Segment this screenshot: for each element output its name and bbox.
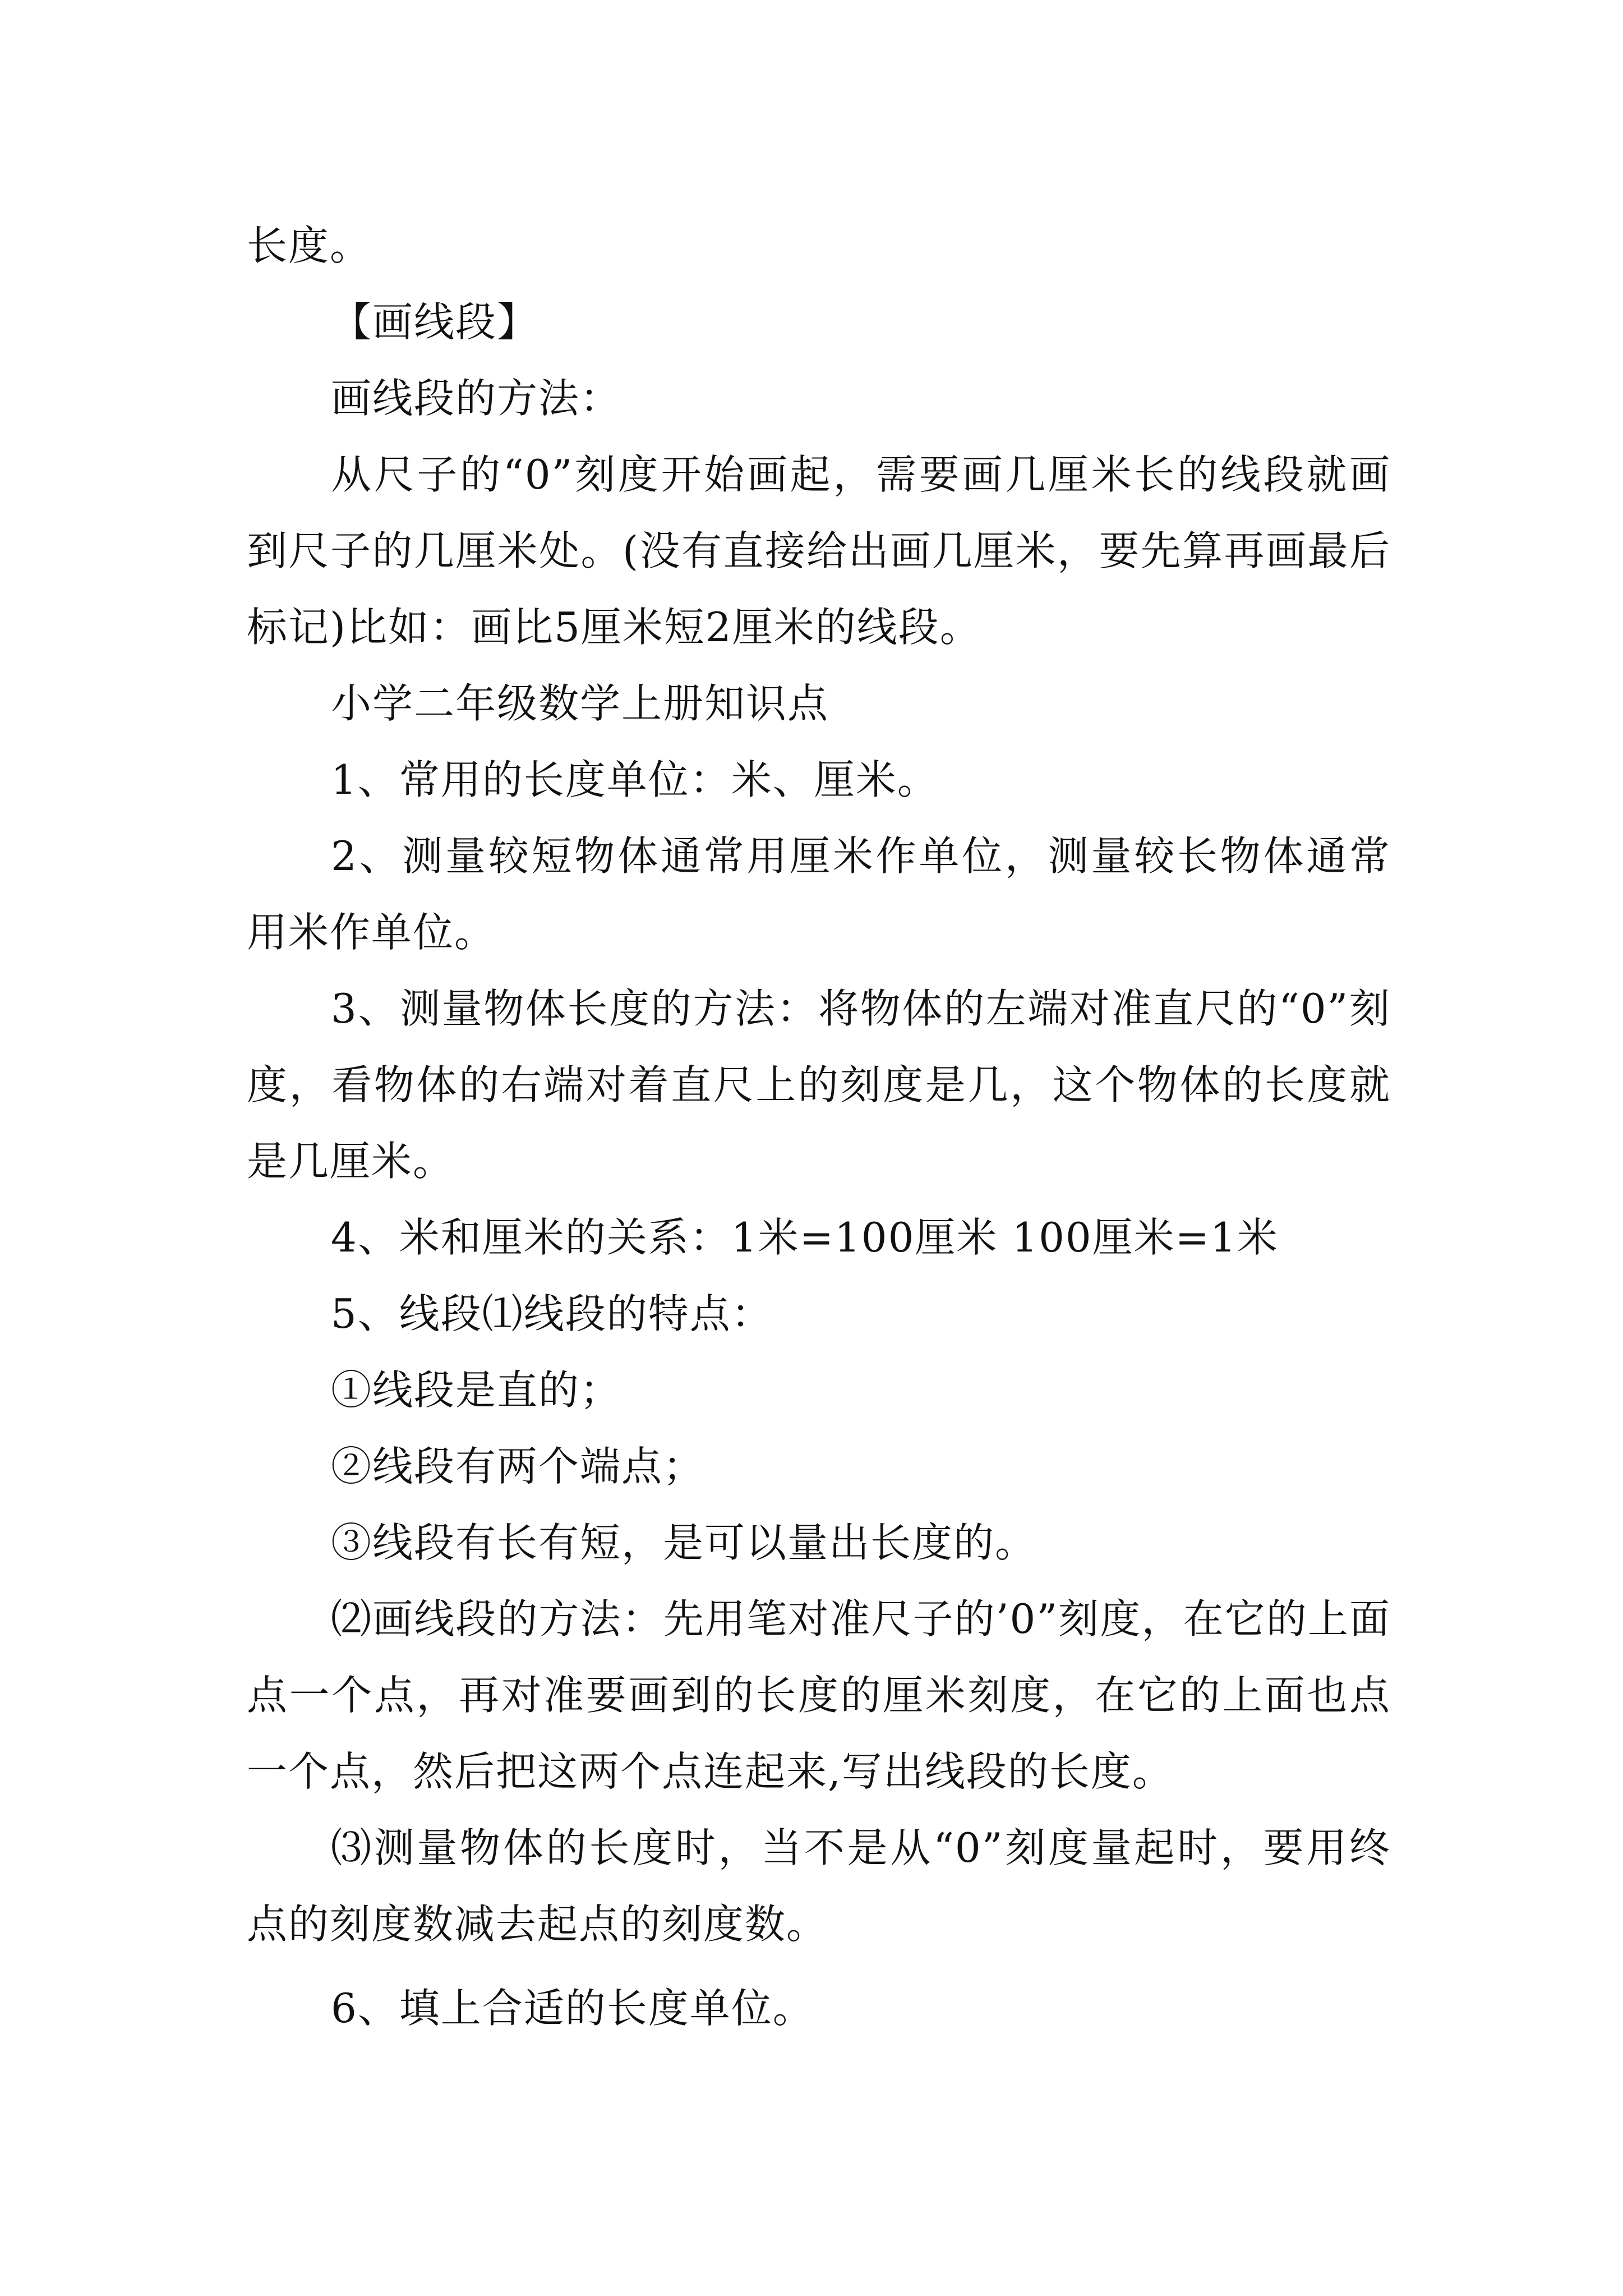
sub-item-circled-3: ③线段有长有短，是可以量出长度的。 bbox=[331, 1519, 1037, 1566]
list-item-1: 1、常用的长度单位：米、厘米。 bbox=[331, 756, 939, 803]
sub-item-paren-2: ⑵画线段的方法：先用笔对准尺子的’0”刻度，在它的上面点一个点，再对准要画到的长度的厘米刻度，在它的上面也点一个点，然后把这两个点连起来,写出线段的长度。 bbox=[247, 1595, 1391, 1795]
sub-item-circled-1: ①线段是直的； bbox=[331, 1366, 622, 1414]
list-item-6: 6、填上合适的长度单位。 bbox=[331, 1985, 814, 2032]
sub-item-circled-2: ②线段有两个端点； bbox=[331, 1443, 705, 1490]
section-heading-draw-segment: 【画线段】 bbox=[331, 298, 539, 346]
list-item-4: 4、米和厘米的关系：1米=100厘米 100厘米=1米 bbox=[331, 1214, 1279, 1261]
paragraph-method-title: 画线段的方法： bbox=[331, 375, 622, 422]
document-body bbox=[247, 208, 1391, 2046]
paragraph-method-description: 从尺子的“0”刻度开始画起，需要画几厘米长的线段就画到尺子的几厘米处。(没有直接给出画几厘米，要先算再画最后标记)比如：画比5厘米短2厘米的线段。 bbox=[247, 451, 1391, 651]
list-item-2: 2、测量较短物体通常用厘米作单位，测量较长物体通常用米作单位。 bbox=[247, 832, 1391, 956]
paragraph-knowledge-title: 小学二年级数学上册知识点 bbox=[331, 680, 829, 727]
sub-item-paren-3: ⑶测量物体的长度时，当不是从“0”刻度量起时，要用终点的刻度数减去起点的刻度数。 bbox=[247, 1824, 1391, 1948]
list-item-5: 5、线段⑴线段的特点： bbox=[331, 1290, 773, 1337]
list-item-3: 3、测量物体长度的方法：将物体的左端对准直尺的“0”刻度，看物体的右端对着直尺上的刻度是几，这个物体的长度就是几厘米。 bbox=[247, 985, 1391, 1185]
paragraph-length-continuation: 长度。 bbox=[247, 222, 372, 269]
